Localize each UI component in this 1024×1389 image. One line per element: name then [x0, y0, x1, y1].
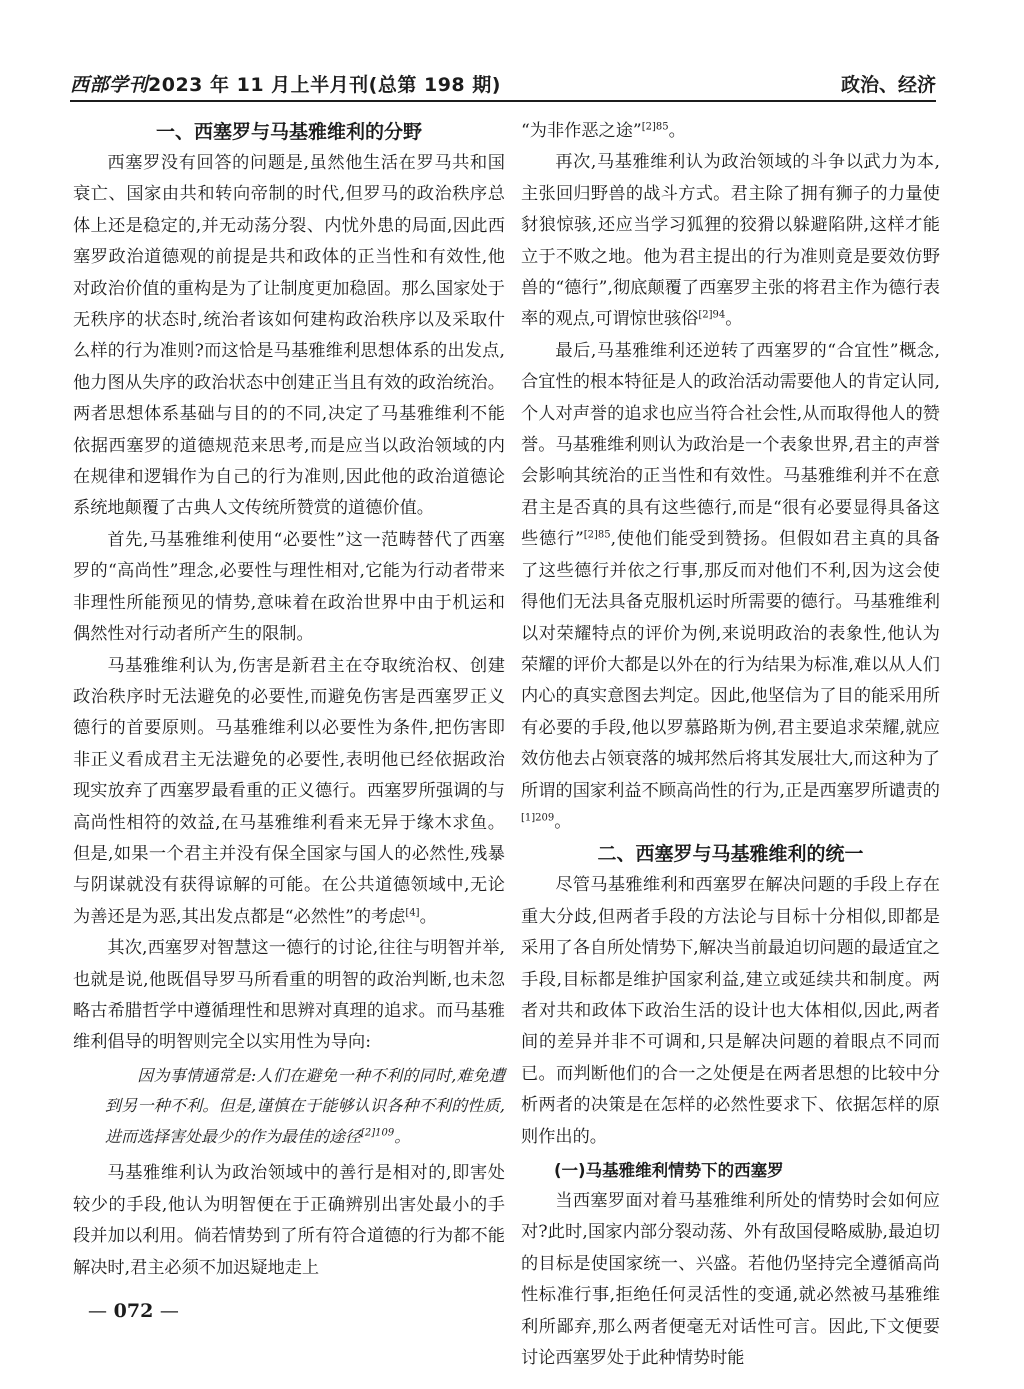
issue-info: 2023 年 11 月上半月刊(总第 198 期) — [148, 74, 501, 96]
footer-dash-left: — — [88, 1300, 107, 1322]
paragraph-text: 最后,马基雅维利还逆转了西塞罗的“合宜性”概念,合宜性的根本特征是人的政治活动需要他人的肯定认同,个人对声誉的追求也应当符合社会性,从而取得他人的赞誉。马基雅维利则认为政治是一个表象世界,君主的声誉会影响其统治的正当性和有效性。马基雅维利并不在意君主是否真的具有这些德行,而是“很有必要显得具备这些德行” — [521, 340, 940, 550]
paragraph-continuation — [521, 116, 940, 147]
paragraph-text: 再次,马基雅维利认为政治领域的斗争以武力为本,主张回归野兽的战斗方式。君主除了拥有狮子的力量使豺狼惊骇,还应当学习狐狸的狡猾以躲避陷阱,这样才能立于不败之地。他为君主提出的行为准则竟是要效仿野兽的“德行”,彻底颠覆了西塞罗主张的将君主作为德行表率的观点,可谓惊世骇俗 — [521, 152, 940, 330]
header-rule — [70, 100, 936, 102]
paragraph: 马基雅维利认为政治领域中的善行是相对的,即害处较少的手段,他认为明智便在于正确辨别出害处最小的手段并加以利用。倘若情势到了所有符合道德的行为都不能解决时,君主必须不加迟疑地走上 — [73, 1163, 505, 1278]
paragraph: 其次,西塞罗对智慧这一德行的讨论,往往与明智并举,也就是说,他既倡导罗马所看重的明智的政治判断,也未忽略古希腊哲学中遵循理性和思辨对真理的追求。而马基雅维利倡导的明智则完全以实用性为导向: — [73, 938, 505, 1053]
citation: [2]85 — [641, 121, 669, 133]
paragraph-text: 马基雅维利认为,伤害是新君主在夺取统治权、创建政治秩序时无法避免的必要性,而避免伤害是西塞罗正义德行的首要原则。马基雅维利以必要性为条件,把伤害即非正义看成君主无法避免的必要性,表明他已经依据政治现实放弃了西塞罗最看重的正义德行。西塞罗所强调的与高尚性相符的效益,在马基雅维利看来无异于缘木求鱼。但是,如果一个君主并没有保全国家与国人的必然性,残暴与阴谋就没有获得谅解的可能。在公共道德领域中,无论为善还是为恶,其出发点都是“必然性”的考虑 — [73, 655, 505, 927]
citation: [2]94 — [698, 309, 726, 321]
citation: [1]209 — [521, 812, 555, 824]
paragraph-text: “为非作恶之途” — [521, 121, 642, 141]
paragraph: 当西塞罗面对着马基雅维利所处的情势时会如何应对?此时,国家内部分裂动荡、外有敌国侵略威胁,最迫切的目标是使国家统一、兴盛。若他仍坚持完全遵循高尚性标准行事,拒绝任何灵活性的变通,就必然被马基雅维利所鄙弃,那么两者便毫无对话性可言。因此,下文便要讨论西塞罗处于此种情势时能 — [521, 1191, 940, 1369]
paragraph: 首先,马基雅维利使用“必要性”这一范畴替代了西塞罗的“高尚性”理念,必要性与理性相对,它能为行动者带来非理性所能预见的情势,意味着在政治世界中由于机运和偶然性对行动者所产生的限制。 — [73, 529, 505, 645]
paragraph — [521, 336, 940, 839]
citation: [4] — [405, 907, 420, 919]
footer-dash-right: — — [159, 1300, 179, 1322]
punct: 。 — [394, 1126, 411, 1146]
punct: 。 — [419, 906, 437, 927]
subsection-heading: (一)马基雅维利情势下的西塞罗 — [554, 1161, 784, 1180]
page-number: 072 — [113, 1300, 154, 1322]
section-heading-1: 一、西塞罗与马基雅维利的分野 — [155, 121, 422, 143]
punct: 。 — [668, 121, 686, 141]
punct: 。 — [554, 811, 572, 832]
journal-name: 西部学刊 — [70, 74, 149, 96]
paragraph: 西塞罗没有回答的问题是,虽然他生活在罗马共和国衰亡、国家由共和转向帝制的时代,但罗马的政治秩序总体上还是稳定的,并无动荡分裂、内忧外患的局面,因此西塞罗政治道德观的前提是共和政体的正当性和有效性,他对政治价值的重构是为了让制度更加稳固。那么国家处于无秩序的状态时,统治者该如何建构政治秩序以及采取什么样的行为准则?而这恰是马基雅维利思想体系的出发点,他力图从失序的政治状态中创建正当且有效的政治统治。两者思想体系基础与目的的不同,决定了马基雅维利不能依据西塞罗的道德规范来思考,而是应当以政治领域的内在规律和逻辑作为自己的行为准则,因此他的政治道德论系统地颠覆了古典人文传统所赞赏的道德价值。 — [73, 153, 505, 519]
paragraph-text: ,使他们能受到赞扬。但假如君主真的具备了这些德行并依之行事,那反而对他们不利,因为这会使得他们无法具备克服机运时所需要的德行。马基雅维利以对荣耀特点的评价为例,来说明政治的表象性,他认为荣耀的评价大都是以外在的行为结果为标准,难以从人们内心的真实意图去判定。因此,他坚信为了目的能采用所有必要的手段,他以罗慕路斯为例,君主要追求荣耀,就应效仿他去占领衰落的城邦然后将其发展壮大,而这种为了所谓的国家利益不顾高尚性的行为,正是西塞罗所谴责的 — [521, 529, 940, 801]
page-header — [70, 64, 936, 104]
punct: 。 — [725, 309, 743, 330]
section-label: 政治、经济 — [840, 74, 936, 96]
right-column — [521, 116, 940, 1374]
block-quote — [73, 1061, 505, 1153]
left-column — [73, 116, 505, 1284]
citation: [2]109 — [361, 1127, 395, 1139]
header-journal-issue — [70, 70, 501, 97]
paragraph — [521, 147, 940, 335]
quote-text: 因为事情通常是:人们在避免一种不利的同时,难免遭到另一种不利。但是,谨慎在于能够认识各种不利的性质,进而选择害处最少的作为最佳的途径 — [105, 1065, 505, 1146]
page-footer — [88, 1300, 179, 1322]
paragraph — [73, 651, 505, 934]
citation: [2]85 — [583, 529, 611, 541]
section-heading-2: 二、西塞罗与马基雅维利的统一 — [597, 843, 864, 866]
paragraph: 尽管马基雅维利和西塞罗在解决问题的手段上存在重大分歧,但两者手段的方法论与目标十分相似,即都是采用了各自所处情势下,解决当前最迫切问题的最适宜之手段,目标都是维护国家利益,建立或延续共和制度。两者对共和政体下政治生活的设计也大体相似,因此,两者间的差异并非不可调和,只是解决问题的着眼点不同而已。而判断他们的合一之处便是在两者思想的比较中分析两者的决策是在怎样的必然性要求下、依据怎样的原则作出的。 — [521, 875, 940, 1147]
